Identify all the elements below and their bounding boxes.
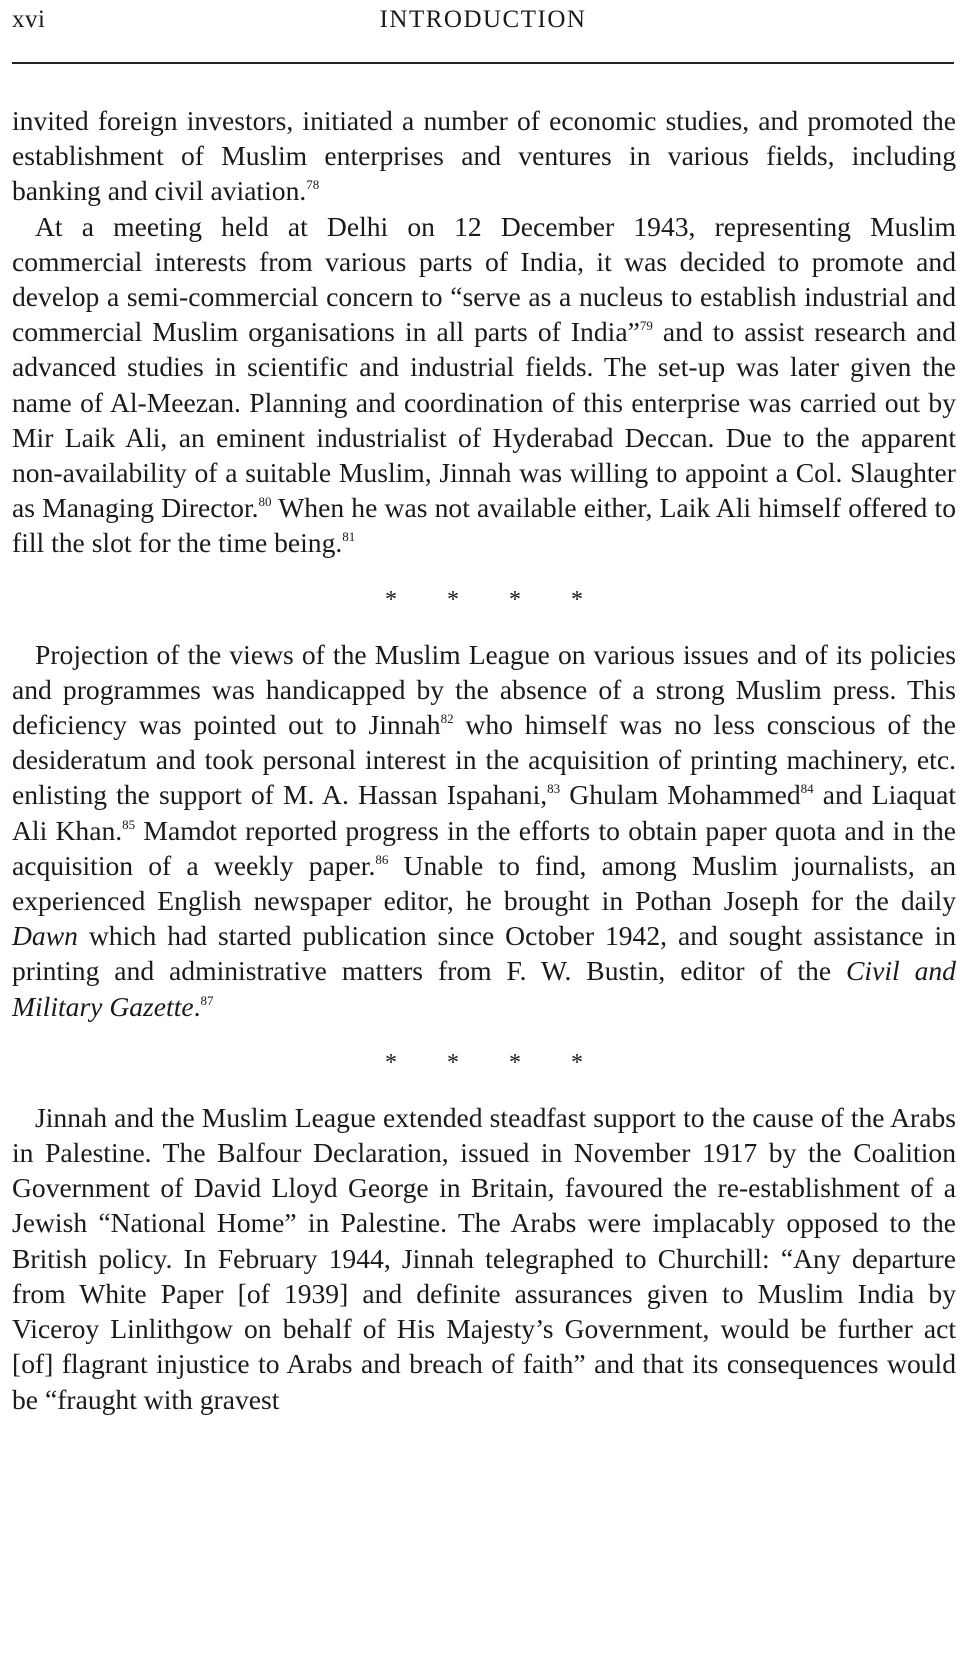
- section-break: * * * *: [385, 1049, 605, 1076]
- italic-title: Civil and Military Gazette: [12, 955, 956, 1022]
- footnote-marker: 84: [800, 781, 814, 797]
- text-run: Mamdot reported progress in the efforts to obtain paper quota and in the acquisition of a weekly paper.: [12, 814, 956, 881]
- running-head: [12, 6, 954, 46]
- footnote-marker: 82: [440, 711, 454, 727]
- text-run: At a meeting held at Delhi on 12 December 1943, representing Muslim commercial interests from various parts of India, it was decided to promote and develop a semi-commercial concern to “serve as a nucleus to establish industrial and commercial Muslim organisations in all parts of India”: [12, 210, 956, 348]
- paragraph: [12, 1100, 956, 1417]
- page-number: xvi: [12, 6, 46, 33]
- footnote-marker: 86: [375, 851, 389, 867]
- italic-title: Dawn: [12, 920, 78, 952]
- text-run: Jinnah and the Muslim League extended steadfast support to the cause of the Arabs in Palestine. The Balfour Declaration, issued in November 1917 by the Coalition Government of David Lloyd George in Britain, favoured the re-establishment of a Jewish “National Home” in Palestine. The Arabs were implacably opposed to the British policy. In February 1944, Jinnah telegraphed to Churchill: “Any departure from White Paper [of 1939] and definite assurances given to Muslim India by Viceroy Linlithgow on behalf of His Majesty’s Government, would be further act [of] flagrant injustice to Arabs and breach of faith” and that its consequences would be “fraught with gravest: [12, 1101, 956, 1415]
- paragraph: [12, 103, 956, 209]
- footnote-marker: 83: [547, 781, 561, 797]
- footnote-marker: 87: [200, 992, 214, 1008]
- body-text: [12, 103, 956, 1417]
- header-rule: [12, 62, 954, 64]
- footnote-marker: 81: [342, 529, 356, 545]
- text-run: Projection of the views of the Muslim League on various issues and of its policies and programmes was handicapped by the absence of a strong Muslim press. This deficiency was pointed out to Jinnah: [12, 638, 956, 741]
- text-run: When he was not available either, Laik Ali himself offered to fill the slot for the time being.: [12, 492, 956, 559]
- section-break: * * * *: [385, 586, 605, 613]
- text-run: .: [193, 990, 201, 1022]
- text-run: who himself was no less conscious of the desideratum and took personal interest in the acquisition of printing machinery, etc. enlisting the support of M. A. Hassan Ispahani,: [12, 709, 956, 811]
- footnote-marker: 80: [258, 494, 272, 510]
- footnote-marker: 85: [122, 816, 136, 832]
- text-run: Ghulam Mohammed: [560, 779, 801, 811]
- text-run: and to assist research and advanced studies in scientific and industrial fields. The set-up was later given the name of Al-Meezan. Planning and coordination of this enterprise was carried out by Mir Laik Ali, an eminent industrialist of Hyderabad Deccan. Due to the apparent non-availability of a suitable Muslim, Jinnah was willing to appoint a Col. Slaughter as Managing Director.: [12, 316, 956, 524]
- text-run: which had started publication since October 1942, and sought assistance in printing and administrative matters from F. W. Bustin, editor of the: [12, 920, 956, 987]
- text-run: Unable to find, among Muslim journalists, an experienced English newspaper editor, he brought in Pothan Joseph for the daily: [12, 849, 956, 917]
- chapter-title: INTRODUCTION: [379, 6, 587, 33]
- text-run: and Liaquat Ali Khan.: [12, 779, 956, 846]
- footnote-marker: 78: [306, 177, 320, 193]
- paragraph: [12, 209, 956, 561]
- paragraph: [12, 637, 956, 1024]
- text-run: invited foreign investors, initiated a number of economic studies, and promoted the establishment of Muslim enterprises and ventures in various fields, including banking and civil aviation.: [12, 105, 956, 207]
- footnote-marker: 79: [639, 318, 653, 334]
